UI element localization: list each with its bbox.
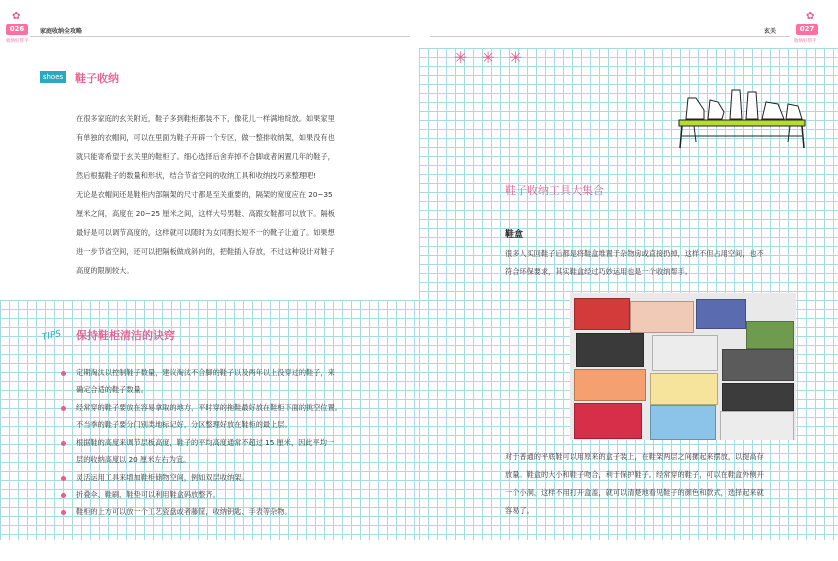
tip-line: 经常穿的鞋子要放在容易拿取的地方，平时穿的拖鞋最好放在鞋柜下面的挑空位置。 [76, 403, 342, 412]
tips-title: 保持鞋柜清洁的诀窍 [76, 329, 175, 342]
tip-line: 确定合适的鞋子数量。 [76, 385, 148, 394]
tip-line: 鞋柜的上方可以放一个工艺瓷盘或者藤筐，收纳钥匙、手表等杂物。 [76, 507, 292, 516]
shoe-paragraph-line: 厘米之间，高度在 20~25 厘米之间，这样大号男鞋、高跟女鞋都可以放下。隔板 [76, 209, 335, 218]
shoebox [576, 333, 644, 367]
book-title: 家庭收纳全攻略 [40, 28, 83, 35]
shoebox [574, 403, 642, 439]
bullet-dot [61, 441, 66, 446]
page-number-right: 027 [796, 24, 818, 35]
book-subtitle-left: 收纳好帮手 [6, 39, 29, 44]
shoebox [574, 369, 646, 401]
shoe-rack-illustration [674, 84, 814, 154]
tools-outro-line: 容易了。 [505, 506, 534, 515]
tools-outro-line: 一个小洞，这样不用打开盒盖，就可以清楚地看见鞋子的颜色和款式，选择起来就 [505, 488, 764, 497]
tools-outro-line: 对于普通的平底鞋可以用原来的盒子装上，在鞋架两层之间摞起来摆放，以提高存 [505, 452, 764, 461]
shoe-paragraph-line: 然后根据鞋子的数量和形状，结合节省空间的收纳工具和收纳技巧来整理吧! [76, 171, 317, 180]
book-subtitle-right: 收纳好帮手 [794, 39, 817, 44]
shoes-tag: shoes [40, 71, 66, 83]
shoebox [650, 405, 716, 440]
tip-line: 折叠伞、鞋刷、鞋垫可以利用鞋盒码放整齐。 [76, 490, 220, 499]
tools-title: 鞋子收纳工具大集合 [505, 184, 604, 197]
shoe-section-title: 鞋子收纳 [75, 72, 119, 85]
bullet-dot [61, 476, 66, 481]
bullet-dot [61, 510, 66, 515]
shoebox [630, 301, 694, 333]
bullet-dot [61, 406, 66, 411]
header-rule-left [30, 36, 410, 37]
tip-line: 不当季的鞋子要分门别类地标记好，分区整理好放在鞋柜的最上层。 [76, 420, 292, 429]
shoebox [574, 298, 630, 330]
tip-line: 层的收纳高度以 20 厘米左右为宜。 [76, 455, 191, 464]
section-name: 玄关 [764, 28, 777, 35]
page-number-left: 026 [6, 24, 28, 35]
tip-line: 灵活运用工具来增加鞋柜储物空间，例如双层收纳架。 [76, 473, 249, 482]
tip-line: 根据鞋的高度来调节层板高度，鞋子的平均高度通常不超过 15 厘米，因此平均一 [76, 438, 335, 447]
shoe-paragraph-line: 高度的限制较大。 [76, 266, 134, 275]
shoebox [696, 299, 746, 329]
shoe-paragraph-line: 有单独的衣帽间，可以在里面为鞋子开辟一个专区，做一整排收纳架，如果没有也 [76, 133, 335, 142]
shoe-paragraph-line: 就只能寄希望于玄关里的鞋柜了。细心选择后舍弃掉不合脚或者闲置几年的鞋子， [76, 152, 335, 161]
shoebox-photo [570, 293, 796, 440]
shoebox [722, 349, 794, 381]
header-rule-right [430, 36, 790, 37]
shoebox-subtitle: 鞋盒 [505, 230, 524, 240]
shoebox [652, 335, 718, 371]
shoebox [746, 321, 794, 349]
shoe-paragraph-line: 最好是可以调节高度的，这样就可以随时为女同胞长短不一的靴子让道了。如果想 [76, 228, 335, 237]
tools-intro-line: 很多人买回鞋子后都是将鞋盒堆置于杂物房或直接扔掉，这样不但占用空间，也不 [505, 249, 764, 258]
shoebox [722, 383, 794, 411]
tools-intro-line: 符合环保要求，其实鞋盒经过巧妙运用也是一个收纳帮手。 [505, 267, 692, 276]
shoebox [720, 411, 794, 440]
asterisk-decoration: ✳✳✳ [454, 48, 537, 67]
tips-label: TIPS [41, 329, 63, 343]
shoe-paragraph-line: 无论是衣帽间还是鞋柜内部隔架的尺寸都是至关重要的，隔架的宽度应在 20~35 [76, 190, 333, 199]
shoe-paragraph-line: 在很多家庭的玄关附近，鞋子多到鞋柜都装不下，像花儿一样满地绽放。如果家里 [76, 114, 335, 123]
bullet-dot [61, 371, 66, 376]
tools-outro-line: 放量。鞋盒的大小和鞋子吻合，利于保护鞋子。经常穿的鞋子，可以在鞋盒外侧开 [505, 470, 764, 479]
tip-line: 定期淘汰以控制鞋子数量，建议淘汰不合脚的鞋子以及两年以上没穿过的鞋子，来 [76, 368, 335, 377]
flower-icon: ✿ [12, 11, 21, 22]
shoebox [650, 373, 718, 405]
bullet-dot [61, 493, 66, 498]
shoe-paragraph-line: 进一步节省空间，还可以把隔板做成斜向的，把鞋插入存放，不过这种设计对鞋子 [76, 247, 335, 256]
flower-icon: ✿ [806, 11, 815, 22]
